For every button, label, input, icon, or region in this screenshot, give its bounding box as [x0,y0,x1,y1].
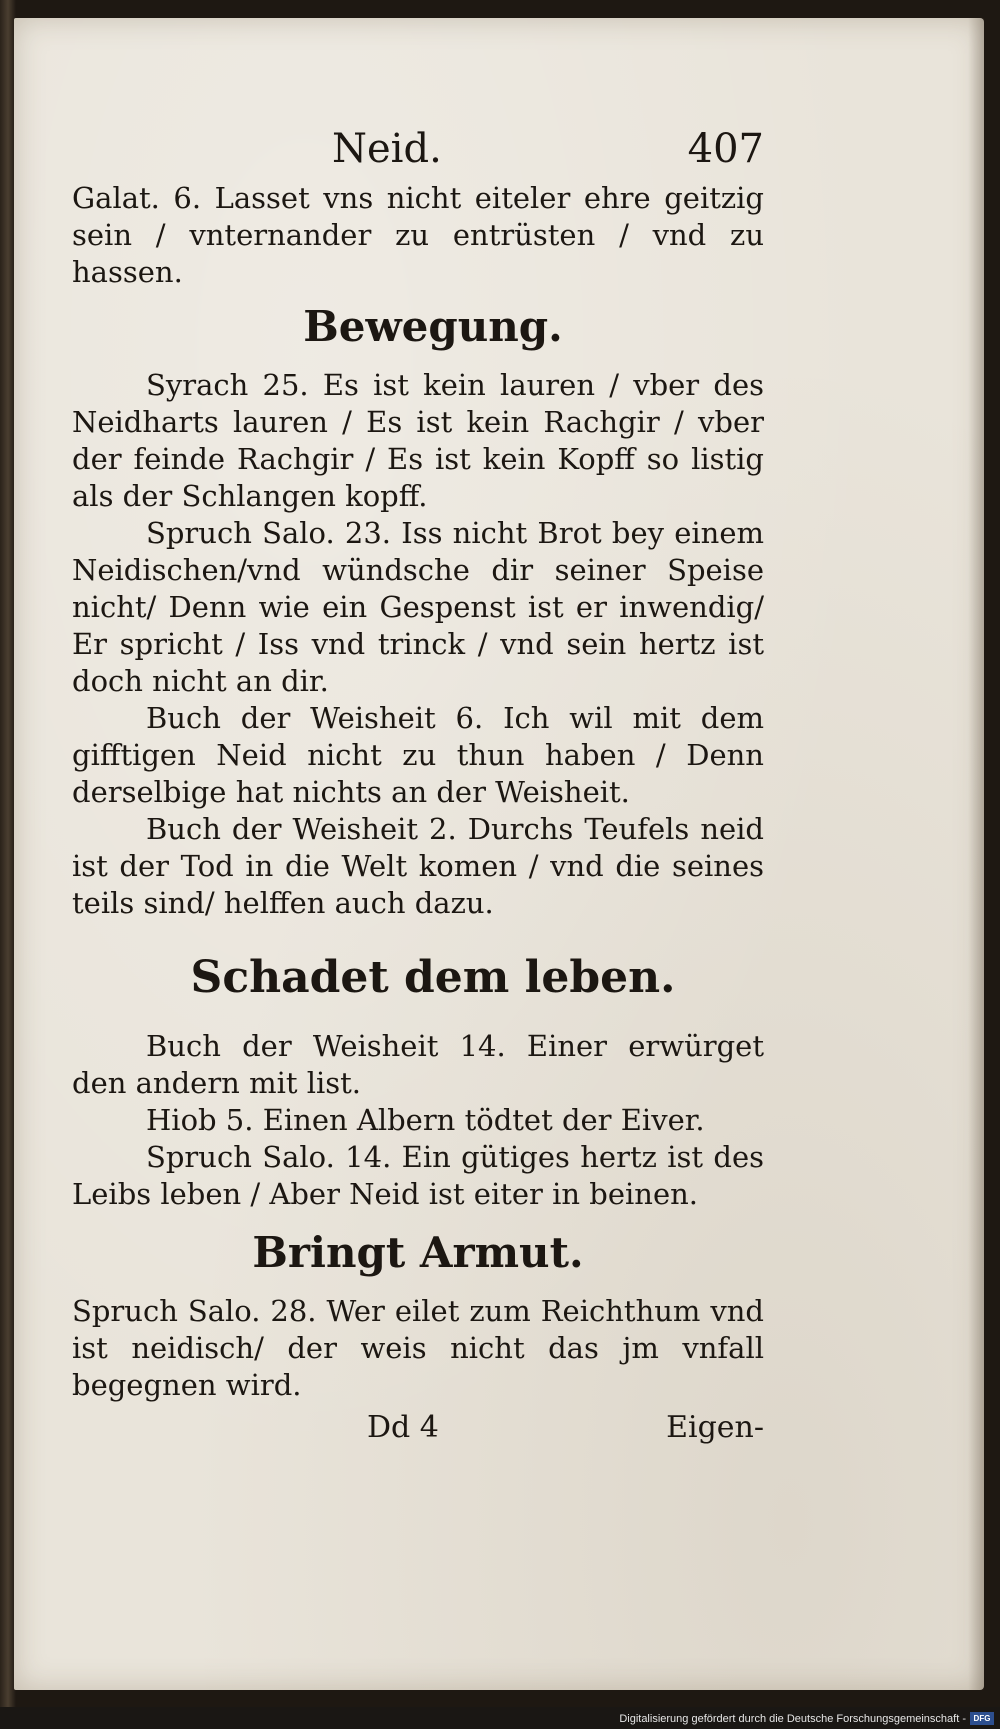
section-heading: Bringt Armut. [252,1228,584,1277]
footer-line [72,1410,764,1450]
page-edge-shadow [968,18,984,1690]
page-number: 407 [687,126,764,172]
body-paragraph: Spruch Salo. 28. Wer eilet zum Reichthum vnd ist neidisch/ der weis nicht das jm vnfall begegnen wird. [72,1294,764,1402]
dfg-logo: DFG [970,1712,994,1725]
body-content [72,180,764,1404]
body-paragraph: Buch der Weisheit 14. Einer erwürget den andern mit list. [72,1029,764,1100]
section-heading: Schadet dem leben. [190,952,676,1003]
body-paragraph: Buch der Weisheit 2. Durchs Teufels neid ist der Tod in die Welt komen / vnd die seines teils sind/ helffen auch dazu. [72,812,764,920]
body-paragraph: Spruch Salo. 14. Ein gütiges hertz ist des Leibs leben / Aber Neid ist eiter in beinen. [72,1140,764,1211]
signature-mark: Dd 4 [367,1410,439,1445]
book-page [14,18,984,1690]
body-paragraph: Buch der Weisheit 6. Ich wil mit dem gifftigen Neid nicht zu thun haben / Denn derselbige hat nichts an der Weisheit. [72,701,764,809]
text-block [72,126,764,1450]
running-title: Neid. [332,126,442,172]
credit-bar [0,1707,1000,1729]
body-paragraph: Galat. 6. Lasset vns nicht eiteler ehre geitzig sein / vnternander zu entrüsten / vnd zu hassen. [72,181,764,289]
running-head [72,126,764,180]
credit-text: Digitalisierung gefördert durch die Deutsche Forschungsgemeinschaft - [619,1713,966,1725]
body-paragraph: Spruch Salo. 23. Iss nicht Brot bey einem Neidischen/vnd wündsche dir seiner Speise nicht/ Denn wie ein Gespenst ist er inwendig/ Er spricht / Iss vnd trinck / vnd sein hertz ist doch nicht an dir. [72,516,764,698]
body-paragraph: Hiob 5. Einen Albern tödtet der Eiver. [146,1103,705,1137]
section-heading: Bewegung. [303,302,563,351]
body-paragraph: Syrach 25. Es ist kein lauren / vber des Neidharts lauren / Es ist kein Rachgir / vber der feinde Rachgir / Es ist kein Kopff so listig als der Schlangen kopff. [72,368,764,513]
catchword: Eigen- [666,1410,764,1445]
